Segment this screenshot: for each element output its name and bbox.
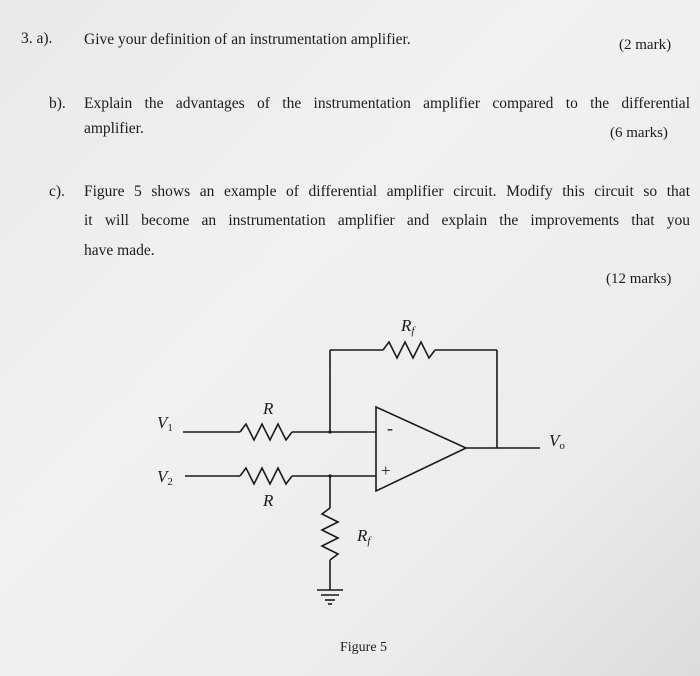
vo-label: $V_o$ bbox=[549, 431, 565, 452]
question-3b-marks: (6 marks) bbox=[610, 125, 668, 141]
junction-dot-feedback bbox=[328, 430, 331, 433]
v2-label: $V_2$ bbox=[157, 467, 173, 488]
question-3c-label: c). bbox=[49, 183, 65, 200]
question-3c-line1: Figure 5 shows an example of differential amplifier circuit. Modify this circuit so that bbox=[84, 183, 690, 200]
plus-input-label: + bbox=[381, 461, 391, 480]
minus-input-label: - bbox=[387, 418, 393, 438]
input-resistor-top bbox=[240, 424, 292, 440]
question-3a-text: Give your definition of an instrumentation amplifier. bbox=[84, 31, 411, 48]
question-3b-line1: Explain the advantages of the instrumentation amplifier compared to the differential bbox=[84, 95, 690, 112]
r-bottom-label: R bbox=[263, 491, 274, 510]
rf-ground-label: $R_f$ bbox=[357, 526, 371, 547]
v1-label: $V_1$ bbox=[157, 413, 173, 434]
ground-resistor bbox=[322, 508, 338, 560]
junction-dot-ground bbox=[328, 474, 331, 477]
question-3b-line2: amplifier. bbox=[84, 120, 144, 137]
question-3c-line3: have made. bbox=[84, 242, 155, 259]
rf-feedback-label: $R_f$ bbox=[401, 316, 415, 337]
question-3a-number: 3. a). bbox=[21, 30, 53, 47]
question-3b-label: b). bbox=[49, 95, 66, 112]
question-3a-marks: (2 mark) bbox=[619, 37, 672, 53]
feedback-resistor bbox=[383, 342, 435, 358]
figure-caption: Figure 5 bbox=[340, 640, 388, 655]
input-resistor-bottom bbox=[240, 468, 292, 484]
r-top-label: R bbox=[263, 399, 274, 418]
question-3c-marks: (12 marks) bbox=[606, 271, 672, 287]
question-3c-line2: it will become an instrumentation amplifier and explain the improvements that you bbox=[84, 212, 690, 229]
